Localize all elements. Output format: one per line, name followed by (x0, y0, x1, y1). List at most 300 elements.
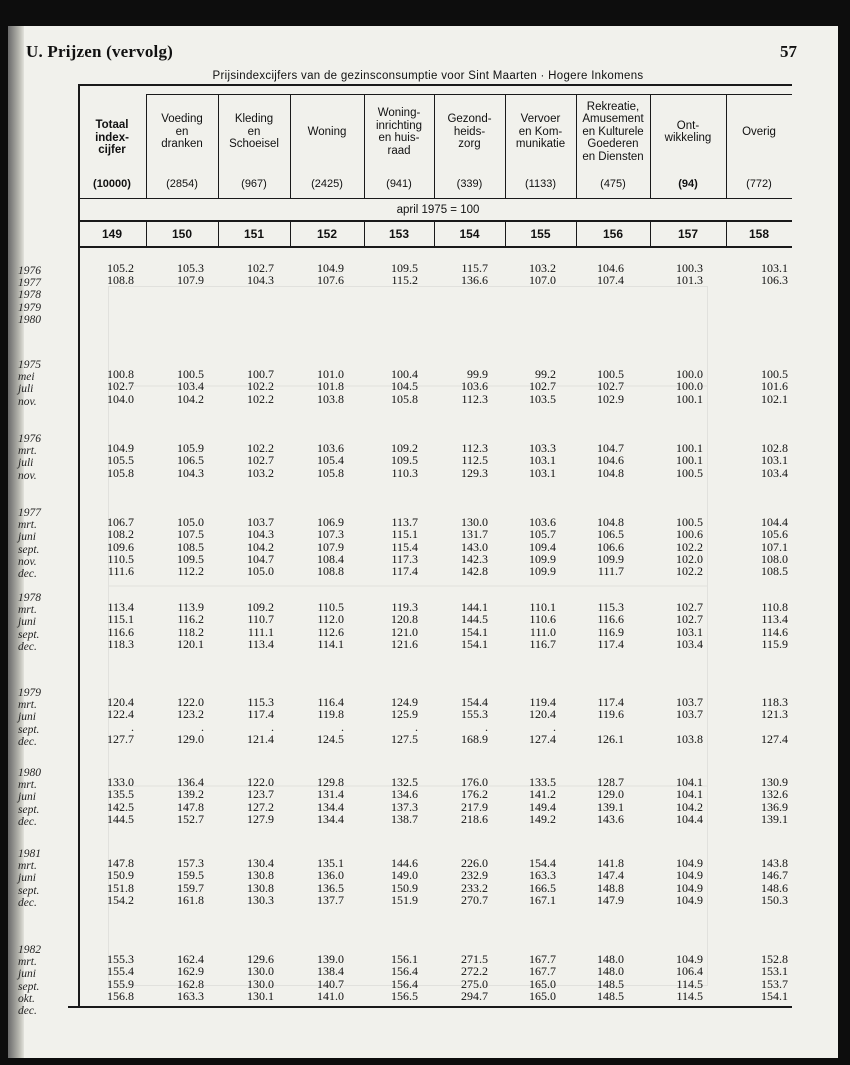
table-cell: 136.6 (461, 273, 488, 288)
table-cell: 130.0 (461, 515, 488, 530)
column-header: Totaal index- cijfer (95, 119, 129, 157)
column-header: Gezond- heids- zorg (447, 113, 492, 151)
table-cell: 110.1 (529, 600, 556, 615)
period-label: 1979 (18, 687, 41, 699)
table-cell: 102.9 (597, 391, 624, 406)
table-cell: 121.3 (761, 707, 788, 722)
table-cell: 123.2 (177, 707, 204, 722)
period-label: 1980 (18, 767, 41, 779)
table-cell: 127.9 (247, 811, 274, 826)
table-cell: 270.7 (461, 892, 488, 907)
table-cell: 118.3 (761, 695, 788, 710)
period-label: mrt. (18, 699, 37, 712)
table-cell: 143.6 (597, 811, 624, 826)
table-cell: 103.8 (676, 731, 703, 746)
period-label: okt. (18, 992, 35, 1005)
table-cell: 156.4 (391, 964, 418, 979)
table-cell: 104.5 (391, 379, 418, 394)
rule-bottom (68, 1006, 792, 1008)
period-label: 1981 (18, 848, 41, 860)
table-cell: 271.5 (461, 952, 488, 967)
table-cell: 100.5 (676, 515, 703, 530)
table-cell: 104.7 (597, 441, 624, 456)
table-cell: 148.5 (597, 976, 624, 991)
table-cell: 100.0 (676, 379, 703, 394)
table-cell: 102.2 (247, 379, 274, 394)
table-cell: 136.9 (761, 799, 788, 814)
table-cell: 144.5 (107, 811, 134, 826)
period-label: sept. (18, 628, 40, 641)
table-cell: 105.0 (247, 564, 274, 578)
table-cell: 109.2 (247, 600, 274, 615)
table-cell: 110.3 (391, 465, 418, 480)
period-label: juni (18, 791, 36, 804)
table-cell: 108.4 (317, 551, 344, 566)
table-cell: 107.3 (317, 527, 344, 542)
table-cell: 109.2 (391, 441, 418, 456)
table-cell: 140.7 (317, 976, 344, 991)
table-cell: 100.8 (107, 367, 134, 382)
column-header: Vervoer en Kom- munikatie (515, 113, 566, 151)
period-label: 1977 (18, 277, 41, 290)
table-cell: 100.1 (676, 391, 703, 406)
column-header: Woning- inrichting en huis- raad (375, 107, 423, 157)
table-cell: 119.6 (597, 707, 624, 722)
rule-under-base (78, 220, 792, 222)
table-cell: 103.8 (317, 391, 344, 406)
table-cell: 103.1 (676, 624, 703, 639)
table-cell: 119.4 (529, 695, 556, 710)
table-cell: 103.1 (529, 453, 556, 468)
column-code: 158 (748, 227, 770, 241)
table-cell: 104.9 (676, 856, 703, 871)
table-cell: 137.7 (317, 892, 344, 907)
table-cell: 115.7 (461, 261, 488, 275)
table-cell: 106.7 (107, 515, 134, 530)
table-cell: 139.1 (761, 811, 788, 826)
rule-header-top (146, 94, 792, 95)
table-cell: . (415, 719, 418, 734)
table-cell: 104.2 (247, 539, 274, 554)
table-cell: 104.8 (597, 515, 624, 530)
column-code: 150 (171, 227, 193, 241)
table-cell: 162.9 (177, 964, 204, 979)
table-cell: 105.8 (107, 465, 134, 480)
column-code: 149 (101, 227, 123, 241)
table-cell: 105.6 (761, 527, 788, 542)
table-cell: 275.0 (461, 976, 488, 991)
table-cell: 114.1 (317, 636, 344, 651)
table-cell: 176.0 (461, 775, 488, 790)
table-cell: 102.7 (107, 379, 134, 394)
period-label: mrt. (18, 519, 37, 532)
table-cell: 100.0 (676, 367, 703, 382)
table-cell: 103.4 (177, 379, 204, 394)
table-cell: 99.2 (535, 367, 556, 382)
table-cell: 134.6 (391, 787, 418, 802)
table-cell: 104.6 (597, 453, 624, 468)
table-cell: 154.1 (461, 636, 488, 651)
table-cell: 159.7 (177, 880, 204, 895)
table-cell: 103.6 (461, 379, 488, 394)
table-cell: 131.4 (317, 787, 344, 802)
column-weight: (475) (600, 178, 626, 190)
table-cell: 116.9 (597, 624, 624, 639)
table-cell: 104.9 (676, 892, 703, 907)
table-cell: 115.3 (247, 695, 274, 710)
period-label: 1975 (18, 359, 41, 371)
base-period: april 1975 = 100 (396, 204, 480, 216)
rule-under-codes (78, 246, 792, 248)
table-cell: 103.4 (761, 465, 788, 480)
column-code: 151 (243, 227, 265, 241)
table-cell: 130.3 (247, 892, 274, 907)
table-cell: . (341, 719, 344, 734)
table-cell: 130.8 (247, 868, 274, 883)
table-cell: 122.0 (177, 695, 204, 710)
column-weight: (941) (386, 178, 412, 190)
table-cell: 100.6 (676, 527, 703, 542)
table-cell: 137.3 (391, 799, 418, 814)
table-cell: 138.4 (317, 964, 344, 979)
table-cell: 117.4 (391, 564, 418, 578)
table-cell: 153.7 (761, 976, 788, 991)
table-cell: 110.5 (317, 600, 344, 615)
table-cell: 155.3 (107, 952, 134, 967)
table-cell: 112.6 (317, 624, 344, 639)
table-cell: 104.0 (107, 391, 134, 406)
table-cell: 120.4 (107, 695, 134, 710)
table-cell: 134.4 (317, 811, 344, 826)
table-cell: 108.5 (177, 539, 204, 554)
table-cell: 129.0 (177, 731, 204, 746)
column-code: 152 (316, 227, 338, 241)
table-cell: 151.9 (391, 892, 418, 907)
table-cell: 139.0 (317, 952, 344, 967)
table-cell: 113.4 (107, 600, 134, 615)
table-cell: 108.8 (107, 273, 134, 288)
table-cell: 162.4 (177, 952, 204, 967)
column-header: Voeding en dranken (161, 113, 203, 151)
table-cell: 109.4 (529, 539, 556, 554)
table-cell: 110.5 (107, 551, 134, 566)
period-label: 1976 (18, 433, 41, 445)
period-label: dec. (18, 896, 37, 909)
table-cell: 127.2 (247, 799, 274, 814)
period-label: 1977 (18, 507, 41, 519)
table-cell: 217.9 (461, 799, 488, 814)
table-cell: 147.8 (107, 856, 134, 871)
table-cell: 106.5 (597, 527, 624, 542)
table-cell: 157.3 (177, 856, 204, 871)
table-cell: 129.3 (461, 465, 488, 480)
table-cell: 102.7 (676, 600, 703, 615)
rule-top (78, 84, 792, 86)
table-cell: 113.7 (391, 515, 418, 530)
table-cell: 102.7 (529, 379, 556, 394)
table-cell: 106.5 (177, 453, 204, 468)
table-cell: 100.1 (676, 441, 703, 456)
table-cell: 117.3 (391, 551, 418, 566)
table-cell: 110.6 (529, 612, 556, 627)
table-cell: 115.4 (391, 539, 418, 554)
table-cell: 167.7 (529, 952, 556, 967)
table-cell: 107.6 (317, 273, 344, 288)
period-label: nov. (18, 555, 37, 568)
table-cell: 148.5 (597, 988, 624, 1003)
table-cell: 117.4 (247, 707, 274, 722)
table-cell: 109.9 (597, 551, 624, 566)
table-cell: 109.6 (107, 539, 134, 554)
table-cell: 104.9 (676, 880, 703, 895)
table-cell: 104.6 (597, 261, 624, 275)
table-cell: 167.7 (529, 964, 556, 979)
period-label: dec. (18, 640, 37, 653)
table-cell: 105.2 (107, 261, 134, 275)
table-cell: 126.1 (597, 731, 624, 746)
table-cell: 148.6 (761, 880, 788, 895)
table-cell: 136.0 (317, 868, 344, 883)
period-label: nov. (18, 469, 37, 482)
period-label: dec. (18, 568, 37, 580)
table-cell: 102.2 (676, 539, 703, 554)
table-cell: 102.1 (761, 391, 788, 406)
section-header: U. Prijzen (vervolg) (26, 42, 174, 61)
table-cell: 103.2 (247, 465, 274, 480)
table-cell: 100.7 (247, 367, 274, 382)
table-cell: 148.0 (597, 952, 624, 967)
table-cell: 124.5 (317, 731, 344, 746)
table-cell: 100.5 (761, 367, 788, 382)
table-cell: 107.5 (177, 527, 204, 542)
document-page (8, 26, 838, 1058)
table-cell: 138.7 (391, 811, 418, 826)
table-cell: 109.9 (529, 564, 556, 578)
period-label: dec. (18, 735, 37, 748)
table-cell: 102.7 (247, 261, 274, 275)
table-cell: 104.4 (676, 811, 703, 826)
period-label: juni (18, 968, 36, 981)
table-title: Prijsindexcijfers van de gezinsconsumptie voor Sint Maarten · Hogere Inkomens (212, 70, 644, 82)
table-cell: 110.8 (761, 600, 788, 615)
table-cell: 141.2 (529, 787, 556, 802)
table-cell: 104.9 (107, 441, 134, 456)
table-cell: 135.1 (317, 856, 344, 871)
column-header: Overig (742, 125, 776, 138)
table-cell: 131.7 (461, 527, 488, 542)
table-cell: 109.9 (529, 551, 556, 566)
table-cell: 111.6 (107, 564, 134, 578)
table-cell: 120.1 (177, 636, 204, 651)
table-cell: 154.4 (461, 695, 488, 710)
table-cell: 100.5 (676, 465, 703, 480)
table-cell: 155.9 (107, 976, 134, 991)
table-cell: 154.1 (761, 988, 788, 1003)
table-cell: 103.1 (529, 465, 556, 480)
table-cell: 176.2 (461, 787, 488, 802)
column-weight: (10000) (93, 178, 131, 190)
table-cell: 106.4 (676, 964, 703, 979)
table-cell: 130.1 (247, 988, 274, 1003)
table-cell: 133.5 (529, 775, 556, 790)
table-cell: 108.8 (317, 564, 344, 578)
table-cell: 130.0 (247, 964, 274, 979)
table-cell: 123.7 (247, 787, 274, 802)
table-cell: 115.9 (761, 636, 788, 651)
table-cell: 136.4 (177, 775, 204, 790)
table-cell: 143.0 (461, 539, 488, 554)
table-cell: 113.4 (761, 612, 788, 627)
period-label: juli (18, 383, 34, 396)
table-cell: . (131, 719, 134, 734)
table-cell: 119.8 (317, 707, 344, 722)
table-cell: 107.9 (177, 273, 204, 288)
period-label: sept. (18, 980, 40, 993)
table-cell: 156.8 (107, 988, 134, 1003)
period-label: sept. (18, 803, 40, 816)
table-cell: 144.6 (391, 856, 418, 871)
period-label: mrt. (18, 956, 37, 969)
table-cell: . (201, 719, 204, 734)
table-cell: 101.0 (317, 367, 344, 382)
table-cell: 104.9 (676, 952, 703, 967)
table-cell: 147.4 (597, 868, 624, 883)
table-cell: 129.0 (597, 787, 624, 802)
table-cell: 148.8 (597, 880, 624, 895)
period-label: sept. (18, 723, 40, 736)
table-cell: 154.4 (529, 856, 556, 871)
table-cell: 105.9 (177, 441, 204, 456)
table-cell: 154.2 (107, 892, 134, 907)
table-cell: 111.1 (247, 624, 274, 639)
period-label: 1978 (18, 592, 41, 604)
table-cell: 152.8 (761, 952, 788, 967)
column-weight: (1133) (525, 178, 556, 190)
table-cell: 135.5 (107, 787, 134, 802)
period-label: 1976 (18, 265, 41, 277)
table-cell: 101.6 (761, 379, 788, 394)
table-cell: 165.0 (529, 988, 556, 1003)
column-weight: (94) (678, 178, 698, 190)
table-cell: 127.4 (529, 731, 556, 746)
table-cell: 100.4 (391, 367, 418, 382)
period-label: dec. (18, 1005, 37, 1017)
table-cell: 120.4 (529, 707, 556, 722)
table-cell: 115.3 (597, 600, 624, 615)
table-cell: 114.6 (761, 624, 788, 639)
table-cell: . (271, 719, 274, 734)
table-cell: 153.1 (761, 964, 788, 979)
table-cell: 127.7 (107, 731, 134, 746)
table-cell: 115.1 (391, 527, 418, 542)
table-cell: 103.2 (529, 261, 556, 275)
rule-under-weights (78, 198, 792, 199)
column-weight: (967) (241, 178, 267, 190)
table-cell: 119.3 (391, 600, 418, 615)
table-cell: 100.1 (676, 453, 703, 468)
table-cell: 132.5 (391, 775, 418, 790)
table-cell: 155.4 (107, 964, 134, 979)
table-cell: 103.5 (529, 391, 556, 406)
period-label: juli (18, 457, 34, 470)
table-cell: 166.5 (529, 880, 556, 895)
table-cell: 103.1 (761, 453, 788, 468)
period-label: 1978 (18, 289, 41, 302)
table-cell: 112.5 (461, 453, 488, 468)
table-cell: 109.5 (391, 453, 418, 468)
period-label: sept. (18, 543, 40, 556)
table-cell: 102.7 (597, 379, 624, 394)
table-cell: 117.4 (597, 695, 624, 710)
table-cell: 114.5 (676, 988, 703, 1003)
table-cell: 124.9 (391, 695, 418, 710)
table-cell: 113.4 (247, 636, 274, 651)
table-cell: 150.3 (761, 892, 788, 907)
period-label: juni (18, 531, 36, 544)
table-cell: 105.3 (177, 261, 204, 275)
table-cell: 149.0 (391, 868, 418, 883)
table-cell: 112.3 (461, 441, 488, 456)
table-cell: 100.5 (597, 367, 624, 382)
table-cell: 116.2 (177, 612, 204, 627)
table-cell: 136.5 (317, 880, 344, 895)
table-cell: 110.7 (247, 612, 274, 627)
table-cell: 144.1 (461, 600, 488, 615)
column-code: 156 (602, 227, 624, 241)
table-cell: 141.8 (597, 856, 624, 871)
column-code: 155 (530, 227, 551, 241)
table-cell: 109.5 (177, 551, 204, 566)
table-cell: 150.9 (107, 868, 134, 883)
table-cell: 108.2 (107, 527, 134, 542)
table-cell: 233.2 (461, 880, 488, 895)
column-header: Kleding en Schoeisel (229, 113, 279, 151)
table-cell: 127.5 (391, 731, 418, 746)
table-cell: 104.9 (317, 261, 344, 275)
period-label: mrt. (18, 604, 37, 617)
table-cell: 127.4 (761, 731, 788, 746)
period-label: mrt. (18, 779, 37, 792)
table-cell: 272.2 (461, 964, 488, 979)
table-cell: 103.6 (529, 515, 556, 530)
period-label: juni (18, 872, 36, 885)
table-cell: 105.8 (391, 391, 418, 406)
table-cell: 99.9 (467, 367, 488, 382)
table-cell: 108.0 (761, 551, 788, 566)
table-cell: 106.3 (761, 273, 788, 288)
table-cell: 103.7 (676, 707, 703, 722)
table-cell: 102.0 (676, 551, 703, 566)
table-cell: 152.7 (177, 811, 204, 826)
table-cell: 144.5 (461, 612, 488, 627)
table-cell: 103.7 (247, 515, 274, 530)
table-cell: 104.1 (676, 787, 703, 802)
table-cell: 112.0 (317, 612, 344, 627)
table-cell: 142.8 (461, 564, 488, 578)
table-cell: 101.8 (317, 379, 344, 394)
table-cell: 116.7 (529, 636, 556, 651)
period-label: mrt. (18, 860, 37, 873)
table-cell: 122.0 (247, 775, 274, 790)
table-cell: 155.3 (461, 707, 488, 722)
table-cell: 167.1 (529, 892, 556, 907)
table-cell: 104.3 (247, 527, 274, 542)
table-cell: 117.4 (597, 636, 624, 651)
column-code: 154 (459, 227, 480, 241)
table-cell: 162.8 (177, 976, 204, 991)
table-cell: 104.7 (247, 551, 274, 566)
table-cell: 139.2 (177, 787, 204, 802)
